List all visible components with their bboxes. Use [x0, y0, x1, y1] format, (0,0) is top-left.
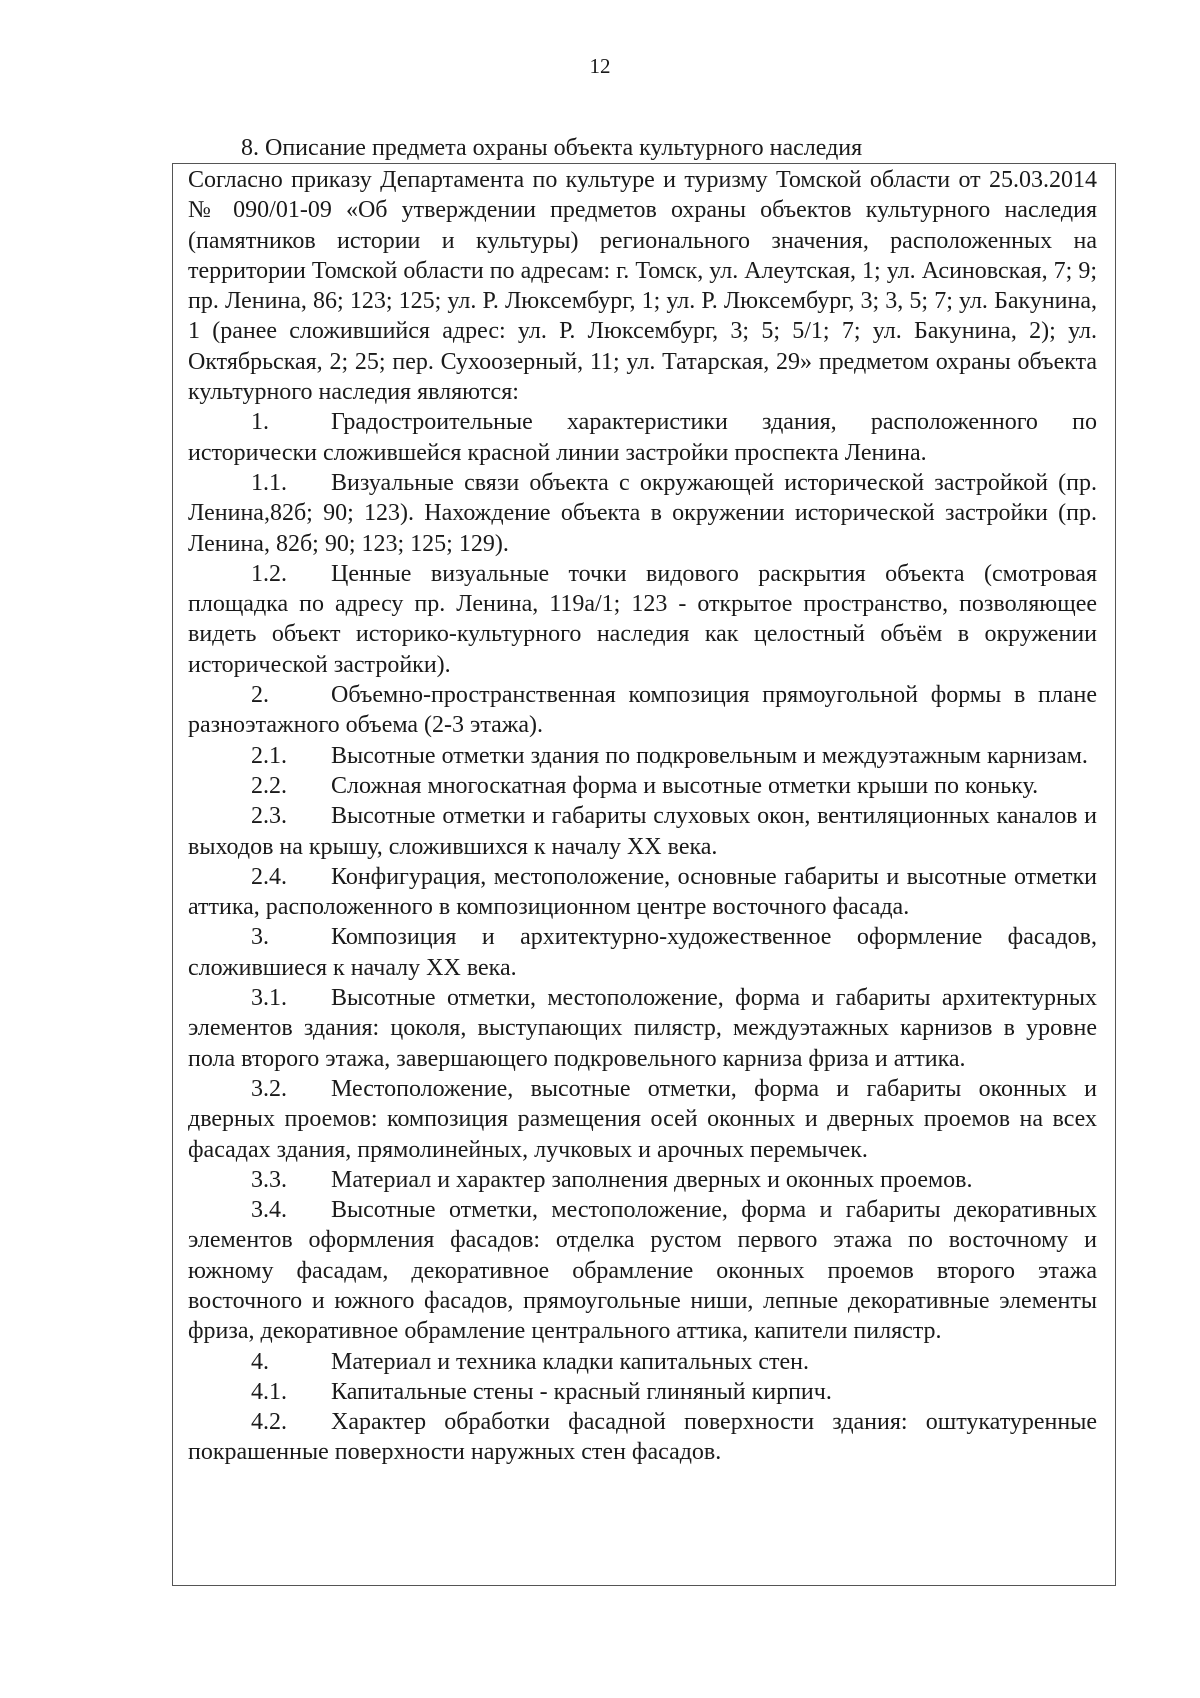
- item-number: 3.3.: [251, 1166, 287, 1193]
- item-text: Ценные визуальные точки видового раскрытия объекта (смотровая площадка по адресу пр. Ленина, 119а/1; 123 - открытое пространство, позволяющее видеть объект историко-культурного наследия как целостный объём в окружении исторической застройки).: [188, 560, 1097, 678]
- list-item: [188, 1165, 1097, 1195]
- item-text: Высотные отметки здания по подкровельным и междуэтажным карнизам.: [331, 742, 1088, 769]
- item-number: 3.2.: [251, 1075, 287, 1102]
- list-item: [188, 559, 1097, 680]
- list-item: [188, 862, 1097, 923]
- item-text: Сложная многоскатная форма и высотные отметки крыши по коньку.: [331, 772, 1039, 799]
- item-text: Визуальные связи объекта с окружающей исторической застройкой (пр. Ленина,82б; 90; 123). Нахождение объекта в окружении исторической застройки (пр. Ленина, 82б; 90; 123; 125; 129).: [188, 469, 1097, 557]
- item-number: 2.2.: [251, 772, 287, 799]
- list-item: [188, 922, 1097, 983]
- item-text: Местоположение, высотные отметки, форма и габариты оконных и дверных проемов: композиция размещения осей оконных и дверных проемов на всех фасадах здания, прямолинейных, лучковых и арочных перемычек.: [188, 1075, 1097, 1163]
- item-text: Капитальные стены - красный глиняный кирпич.: [331, 1378, 832, 1405]
- item-number: 1.: [251, 409, 269, 436]
- item-text: Композиция и архитектурно-художественное оформление фасадов, сложившиеся к началу XX века.: [188, 924, 1097, 981]
- item-number: 3.4.: [251, 1197, 287, 1224]
- list-item: [188, 680, 1097, 741]
- list-item: [188, 1195, 1097, 1346]
- list-item: [188, 771, 1097, 801]
- item-text: Высотные отметки и габариты слуховых окон, вентиляционных каналов и выходов на крышу, сложившихся к началу XX века.: [188, 803, 1097, 860]
- item-text: Высотные отметки, местоположение, форма и габариты декоративных элементов оформления фасадов: отделка рустом первого этажа по восточному и южному фасадам, декоративное обрамление оконных проемов второго этажа восточного и южного фасадов, прямоугольные ниши, лепные декоративные элементы фриза, декоративное обрамление центрального аттика, капители пилястр.: [188, 1197, 1097, 1345]
- item-number: 4.1.: [251, 1378, 287, 1405]
- list-item: [188, 983, 1097, 1074]
- list-item: [188, 1074, 1097, 1165]
- intro-paragraph: Согласно приказу Департамента по культуре и туризму Томской области от 25.03.2014 № 090/01-09 «Об утверждении предметов охраны объектов культурного наследия (памятников истории и культуры) регионального значения, расположенных на территории Томской области по адресам: г. Томск, ул. Алеутская, 1; ул. Асиновская, 7; 9; пр. Ленина, 86; 123; 125; ул. Р. Люксембург, 1; ул. Р. Люксембург, 3; 3, 5; 7; ул. Бакунина, 1 (ранее сложившийся адрес: ул. Р. Люксембург, 3; 5; 5/1; 7; ул. Бакунина, 2); ул. Октябрьская, 2; 25; пер. Сухоозерный, 11; ул. Татарская, 29» предметом охраны объекта культурного наследия являются:: [188, 167, 1097, 406]
- item-text: Характер обработки фасадной поверхности здания: оштукатуренные покрашенные поверхности наружных стен фасадов.: [188, 1409, 1097, 1466]
- item-text: Объемно-пространственная композиция прямоугольной формы в плане разноэтажного объема (2-3 этажа).: [188, 682, 1097, 739]
- item-text: Материал и техника кладки капитальных стен.: [331, 1348, 809, 1375]
- item-number: 4.2.: [251, 1409, 287, 1436]
- item-number: 3.1.: [251, 985, 287, 1012]
- item-number: 4.: [251, 1348, 269, 1375]
- list-item: [188, 1377, 1097, 1407]
- protection-items-list: [188, 407, 1097, 1467]
- item-number: 2.1.: [251, 742, 287, 769]
- content-frame: [172, 163, 1116, 1586]
- list-item: [188, 801, 1097, 862]
- item-text: Материал и характер заполнения дверных и оконных проемов.: [331, 1166, 973, 1193]
- item-number: 1.1.: [251, 469, 287, 496]
- list-item: [188, 1407, 1097, 1468]
- list-item: [188, 468, 1097, 559]
- item-text: Конфигурация, местоположение, основные габариты и высотные отметки аттика, расположенного в композиционном центре восточного фасада.: [188, 863, 1097, 921]
- item-number: 1.2.: [251, 560, 287, 587]
- item-number: 2.3.: [251, 803, 287, 830]
- page-number: 12: [589, 54, 611, 78]
- list-item: [188, 1347, 1097, 1377]
- item-number: 2.4.: [251, 863, 287, 890]
- item-number: 3.: [251, 924, 269, 951]
- list-item: [188, 741, 1097, 771]
- list-item: [188, 407, 1097, 468]
- item-number: 2.: [251, 682, 269, 709]
- section-heading: 8. Описание предмета охраны объекта культурного наследия: [241, 135, 863, 161]
- item-text: Высотные отметки, местоположение, форма и габариты архитектурных элементов здания: цоколя, выступающих пилястр, междуэтажных карнизов в уровне пола второго этажа, завершающего подкровельного карниза фриза и аттика.: [188, 985, 1097, 1072]
- item-text: Градостроительные характеристики здания, расположенного по исторически сложившейся красной линии застройки проспекта Ленина.: [188, 409, 1097, 466]
